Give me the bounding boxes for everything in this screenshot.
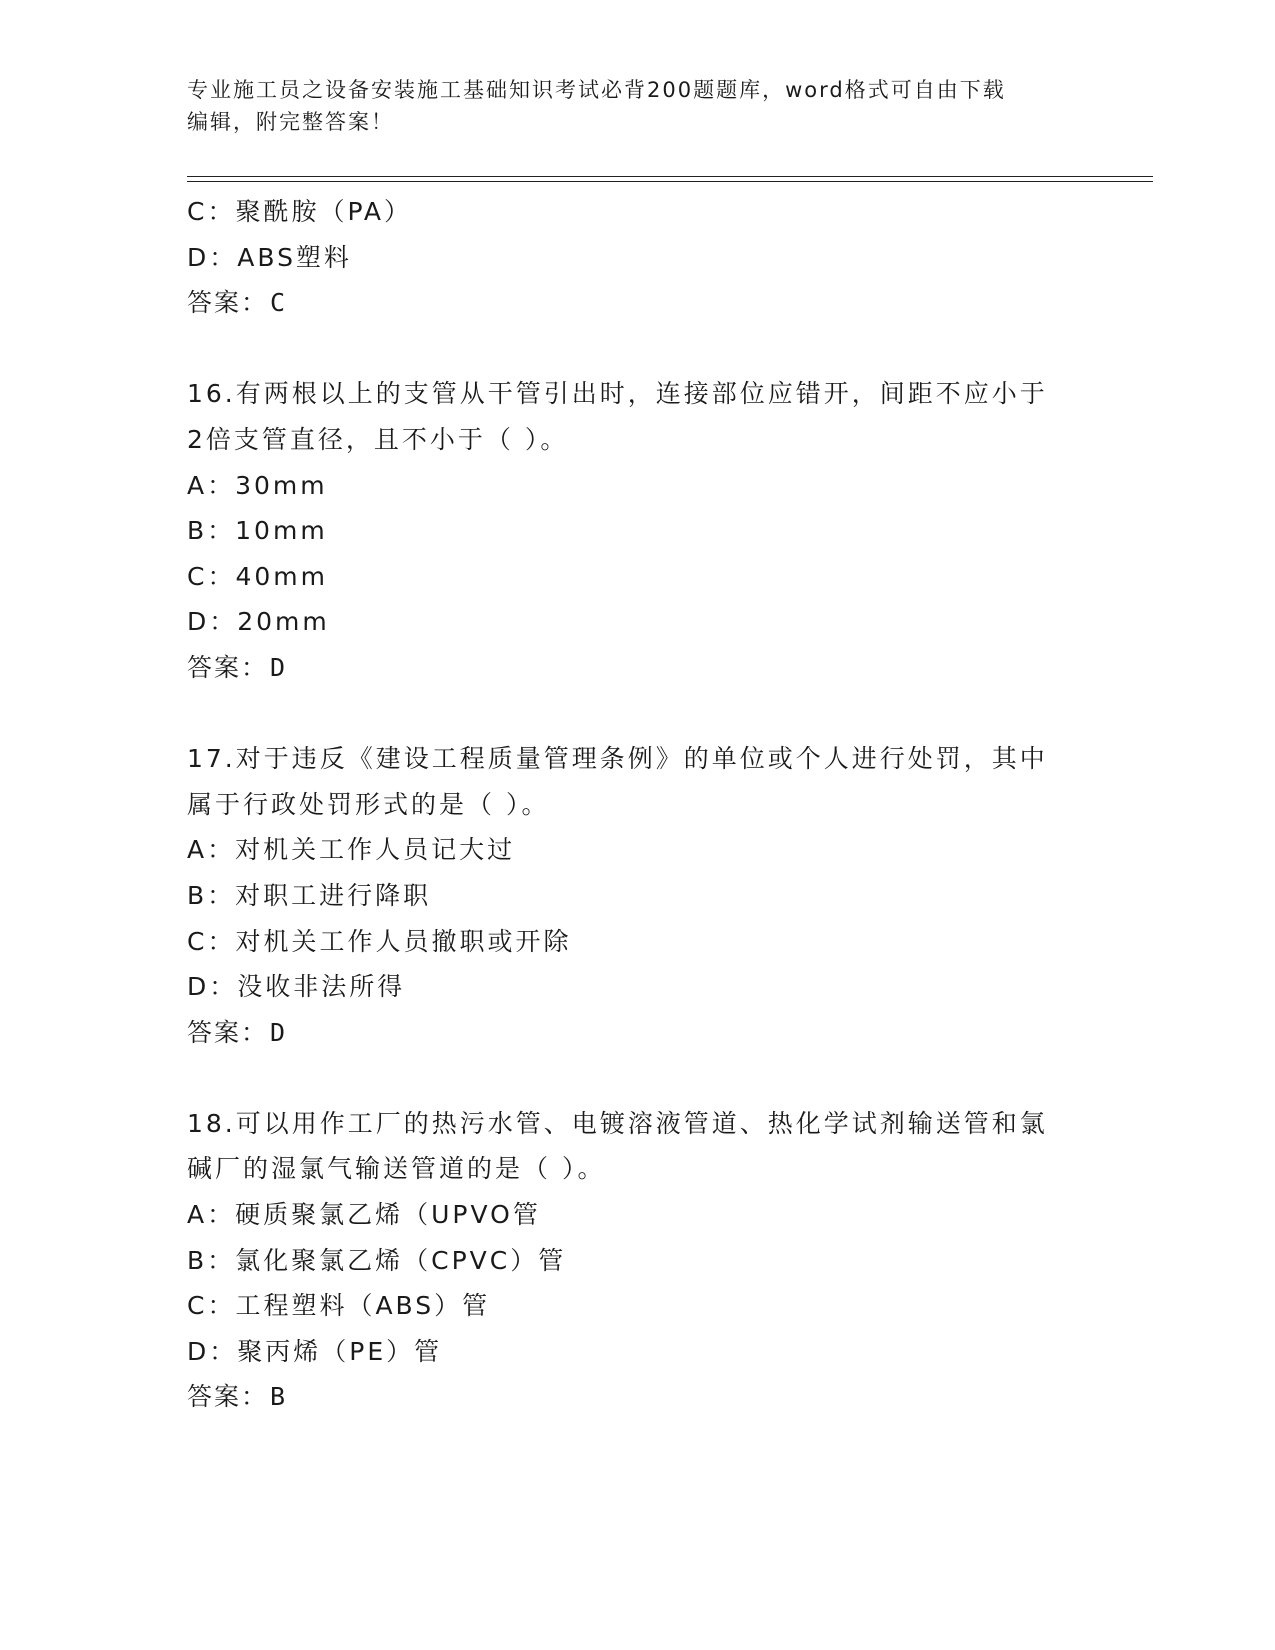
document-header — [187, 74, 1087, 138]
answer — [187, 280, 1117, 326]
option-d: D：ABS塑料 — [187, 242, 352, 272]
answer — [187, 645, 1117, 691]
question-15-continuation — [187, 189, 1117, 326]
question-16 — [187, 371, 1117, 690]
question-stem: 18.可以用作工厂的热污水管、电镀溶液管道、热化学试剂输送管和氯 — [187, 1108, 1048, 1138]
answer-label: 答案： — [187, 1017, 269, 1047]
option-a: A：30mm — [187, 470, 328, 500]
option-a: A：硬质聚氯乙烯（UPVO管 — [187, 1200, 541, 1230]
option-c: C：对机关工作人员撤职或开除 — [187, 926, 572, 956]
option-b: B：氯化聚氯乙烯（CPVC）管 — [187, 1245, 567, 1275]
answer-label: 答案： — [187, 652, 269, 682]
question-stem-continued: 2倍支管直径，且不小于（ ）。 — [187, 424, 569, 454]
question-stem-continued: 属于行政处罚形式的是（ ）。 — [187, 789, 550, 819]
option-d: D：没收非法所得 — [187, 972, 406, 1002]
spacer — [187, 326, 1117, 372]
answer-label: 答案： — [187, 288, 269, 318]
question-18 — [187, 1101, 1117, 1420]
answer-label: 答案： — [187, 1382, 269, 1412]
answer — [187, 1374, 1117, 1420]
header-title-line-2: 编辑，附完整答案！ — [187, 110, 394, 134]
answer — [187, 1010, 1117, 1056]
option-d: D：聚丙烯（PE）管 — [187, 1336, 443, 1366]
question-stem-continued: 碱厂的湿氯气输送管道的是（ ）。 — [187, 1154, 606, 1184]
question-17 — [187, 736, 1117, 1055]
option-c: C：40mm — [187, 561, 328, 591]
header-title-line-1: 专业施工员之设备安装施工基础知识考试必背200题题库，word格式可自由下载 — [187, 78, 1006, 102]
option-c: C：工程塑料（ABS）管 — [187, 1291, 491, 1321]
header-divider-top — [187, 176, 1153, 177]
option-a: A：对机关工作人员记大过 — [187, 835, 516, 865]
spacer — [187, 691, 1117, 737]
answer-value: D — [270, 1017, 288, 1047]
option-b: B：10mm — [187, 516, 328, 546]
question-list — [187, 189, 1117, 1420]
answer-value: B — [270, 1382, 288, 1412]
question-stem: 16.有两根以上的支管从干管引出时，连接部位应错开，间距不应小于 — [187, 379, 1048, 409]
option-c: C：聚酰胺（PA） — [187, 197, 413, 226]
answer-value: D — [270, 652, 288, 682]
spacer — [187, 1055, 1117, 1101]
question-stem: 17.对于违反《建设工程质量管理条例》的单位或个人进行处罚，其中 — [187, 744, 1048, 774]
option-d: D：20mm — [187, 607, 330, 637]
option-b: B：对职工进行降职 — [187, 880, 432, 910]
header-divider-bottom — [187, 181, 1153, 182]
answer-value: C — [270, 288, 288, 318]
